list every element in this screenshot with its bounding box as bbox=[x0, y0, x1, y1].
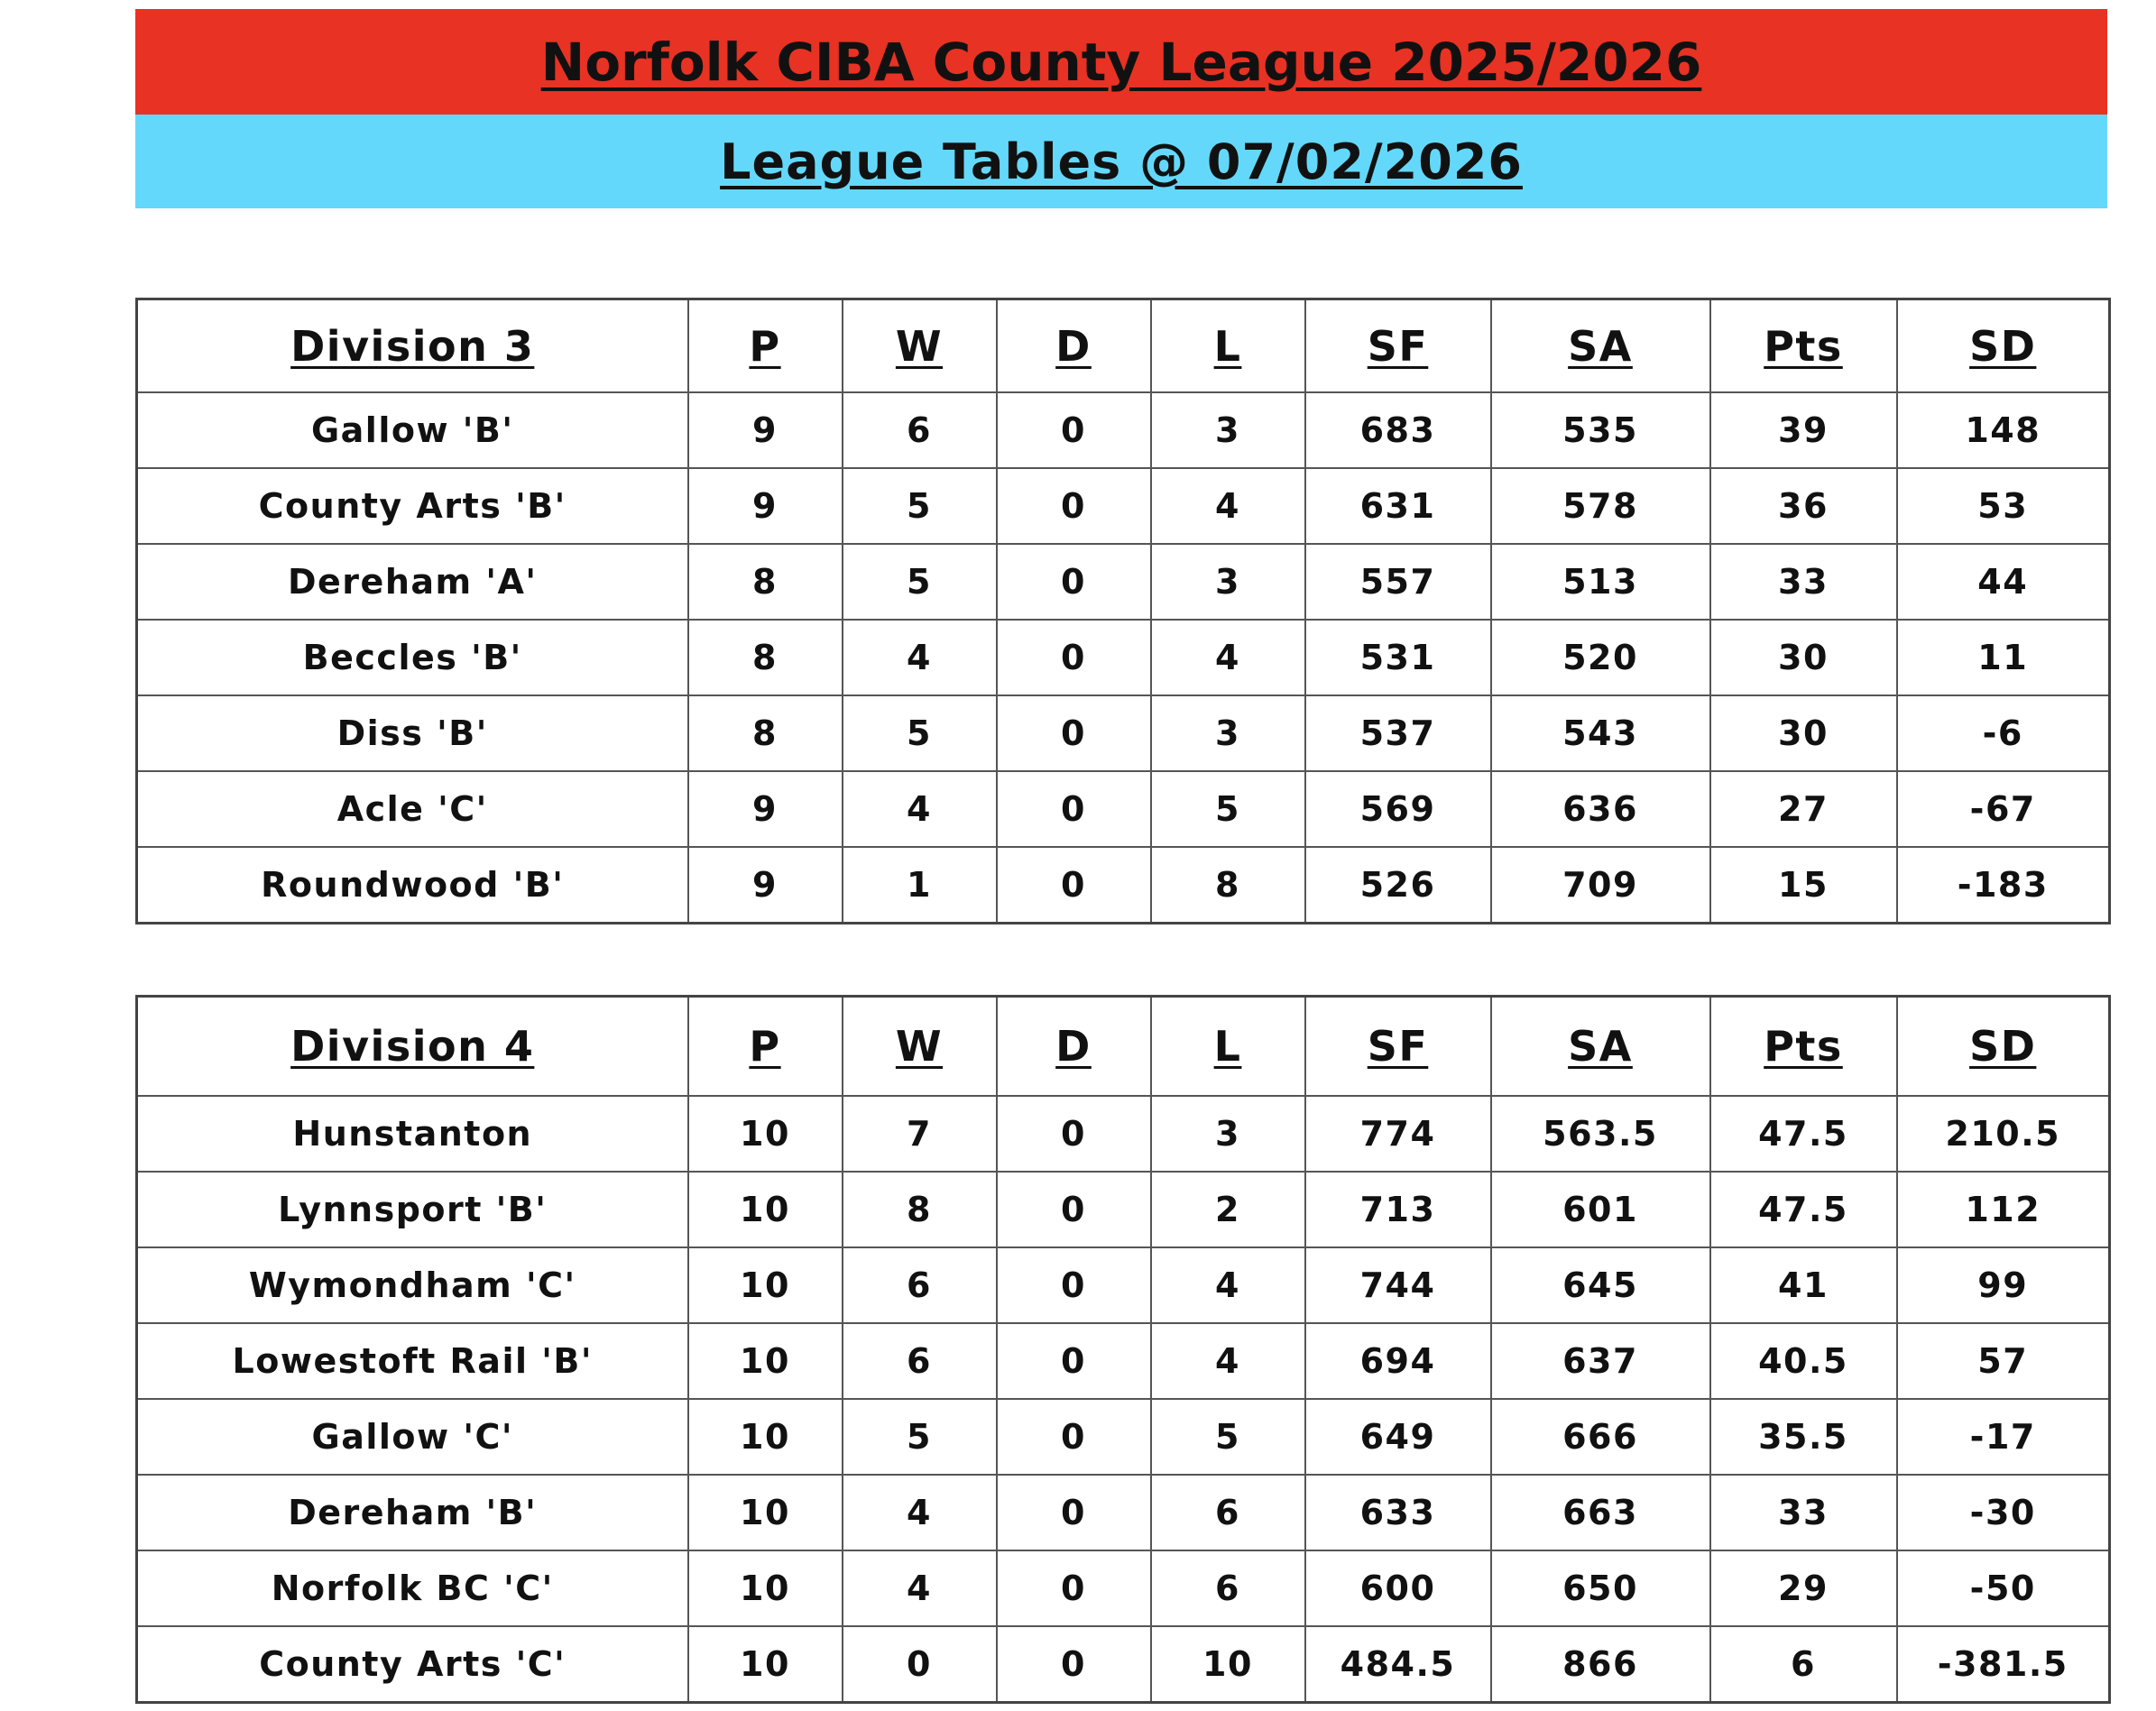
sa-cell: 650 bbox=[1491, 1550, 1710, 1626]
table-row bbox=[137, 468, 2110, 544]
team-name-cell: Lowestoft Rail 'B' bbox=[137, 1323, 688, 1399]
pts-cell: 41 bbox=[1710, 1247, 1897, 1323]
column-header-w: W bbox=[843, 299, 997, 393]
table-row bbox=[137, 1172, 2110, 1247]
l-cell: 2 bbox=[1151, 1172, 1305, 1247]
p-cell: 8 bbox=[688, 695, 843, 771]
d-cell: 0 bbox=[997, 771, 1151, 847]
d-cell: 0 bbox=[997, 1247, 1151, 1323]
w-cell: 8 bbox=[843, 1172, 997, 1247]
column-header-l: L bbox=[1151, 997, 1305, 1097]
column-header-l: L bbox=[1151, 299, 1305, 393]
d-cell: 0 bbox=[997, 544, 1151, 620]
sd-cell: 99 bbox=[1897, 1247, 2110, 1323]
table-row bbox=[137, 1247, 2110, 1323]
l-cell: 10 bbox=[1151, 1626, 1305, 1703]
sd-cell: 44 bbox=[1897, 544, 2110, 620]
p-cell: 10 bbox=[688, 1247, 843, 1323]
table-row bbox=[137, 847, 2110, 924]
w-cell: 4 bbox=[843, 620, 997, 695]
page-title: Norfolk CIBA County League 2025/2026 bbox=[540, 31, 1702, 93]
pts-cell: 33 bbox=[1710, 544, 1897, 620]
l-cell: 3 bbox=[1151, 695, 1305, 771]
title-banner bbox=[135, 9, 2107, 115]
sa-cell: 601 bbox=[1491, 1172, 1710, 1247]
pts-cell: 39 bbox=[1710, 392, 1897, 468]
sd-cell: -6 bbox=[1897, 695, 2110, 771]
sf-cell: 600 bbox=[1305, 1550, 1491, 1626]
table-row bbox=[137, 544, 2110, 620]
sf-cell: 744 bbox=[1305, 1247, 1491, 1323]
d-cell: 0 bbox=[997, 1096, 1151, 1172]
column-header-pts: Pts bbox=[1710, 997, 1897, 1097]
sf-cell: 537 bbox=[1305, 695, 1491, 771]
l-cell: 4 bbox=[1151, 1323, 1305, 1399]
team-name-cell: Norfolk BC 'C' bbox=[137, 1550, 688, 1626]
sf-cell: 557 bbox=[1305, 544, 1491, 620]
sa-cell: 578 bbox=[1491, 468, 1710, 544]
d-cell: 0 bbox=[997, 1626, 1151, 1703]
w-cell: 5 bbox=[843, 695, 997, 771]
column-header-sf: SF bbox=[1305, 299, 1491, 393]
table-row bbox=[137, 1475, 2110, 1550]
column-header-p: P bbox=[688, 997, 843, 1097]
sd-cell: -67 bbox=[1897, 771, 2110, 847]
column-header-d: D bbox=[997, 299, 1151, 393]
p-cell: 10 bbox=[688, 1475, 843, 1550]
table-row bbox=[137, 1096, 2110, 1172]
pts-cell: 6 bbox=[1710, 1626, 1897, 1703]
sa-cell: 636 bbox=[1491, 771, 1710, 847]
pts-cell: 36 bbox=[1710, 468, 1897, 544]
sf-cell: 631 bbox=[1305, 468, 1491, 544]
d-cell: 0 bbox=[997, 620, 1151, 695]
sf-cell: 713 bbox=[1305, 1172, 1491, 1247]
sf-cell: 683 bbox=[1305, 392, 1491, 468]
pts-cell: 30 bbox=[1710, 620, 1897, 695]
w-cell: 4 bbox=[843, 1550, 997, 1626]
sa-cell: 866 bbox=[1491, 1626, 1710, 1703]
l-cell: 3 bbox=[1151, 544, 1305, 620]
l-cell: 4 bbox=[1151, 620, 1305, 695]
p-cell: 10 bbox=[688, 1626, 843, 1703]
team-name-cell: County Arts 'C' bbox=[137, 1626, 688, 1703]
sa-cell: 645 bbox=[1491, 1247, 1710, 1323]
sf-cell: 649 bbox=[1305, 1399, 1491, 1475]
w-cell: 5 bbox=[843, 1399, 997, 1475]
column-header-sa: SA bbox=[1491, 997, 1710, 1097]
pts-cell: 29 bbox=[1710, 1550, 1897, 1626]
p-cell: 9 bbox=[688, 392, 843, 468]
column-header-w: W bbox=[843, 997, 997, 1097]
sa-cell: 563.5 bbox=[1491, 1096, 1710, 1172]
d-cell: 0 bbox=[997, 1475, 1151, 1550]
column-header-p: P bbox=[688, 299, 843, 393]
team-name-cell: Gallow 'B' bbox=[137, 392, 688, 468]
pts-cell: 40.5 bbox=[1710, 1323, 1897, 1399]
sd-cell: 210.5 bbox=[1897, 1096, 2110, 1172]
column-header-pts: Pts bbox=[1710, 299, 1897, 393]
team-name-cell: Dereham 'A' bbox=[137, 544, 688, 620]
sd-cell: -30 bbox=[1897, 1475, 2110, 1550]
d-cell: 0 bbox=[997, 847, 1151, 924]
p-cell: 8 bbox=[688, 620, 843, 695]
table-row bbox=[137, 771, 2110, 847]
w-cell: 1 bbox=[843, 847, 997, 924]
w-cell: 0 bbox=[843, 1626, 997, 1703]
sf-cell: 569 bbox=[1305, 771, 1491, 847]
w-cell: 7 bbox=[843, 1096, 997, 1172]
l-cell: 4 bbox=[1151, 1247, 1305, 1323]
sd-cell: 112 bbox=[1897, 1172, 2110, 1247]
p-cell: 9 bbox=[688, 847, 843, 924]
table-header-row bbox=[137, 997, 2110, 1097]
pts-cell: 47.5 bbox=[1710, 1172, 1897, 1247]
sa-cell: 543 bbox=[1491, 695, 1710, 771]
pts-cell: 27 bbox=[1710, 771, 1897, 847]
sd-cell: 53 bbox=[1897, 468, 2110, 544]
sa-cell: 535 bbox=[1491, 392, 1710, 468]
p-cell: 8 bbox=[688, 544, 843, 620]
subtitle-banner bbox=[135, 115, 2107, 208]
sd-cell: -17 bbox=[1897, 1399, 2110, 1475]
team-name-cell: Gallow 'C' bbox=[137, 1399, 688, 1475]
pts-cell: 30 bbox=[1710, 695, 1897, 771]
table-row bbox=[137, 620, 2110, 695]
sd-cell: -50 bbox=[1897, 1550, 2110, 1626]
sd-cell: 148 bbox=[1897, 392, 2110, 468]
l-cell: 8 bbox=[1151, 847, 1305, 924]
sa-cell: 666 bbox=[1491, 1399, 1710, 1475]
l-cell: 3 bbox=[1151, 392, 1305, 468]
d-cell: 0 bbox=[997, 468, 1151, 544]
p-cell: 10 bbox=[688, 1550, 843, 1626]
division-heading: Division 3 bbox=[137, 299, 688, 393]
d-cell: 0 bbox=[997, 1323, 1151, 1399]
sa-cell: 709 bbox=[1491, 847, 1710, 924]
d-cell: 0 bbox=[997, 1399, 1151, 1475]
pts-cell: 47.5 bbox=[1710, 1096, 1897, 1172]
team-name-cell: Wymondham 'C' bbox=[137, 1247, 688, 1323]
p-cell: 10 bbox=[688, 1172, 843, 1247]
d-cell: 0 bbox=[997, 695, 1151, 771]
p-cell: 10 bbox=[688, 1399, 843, 1475]
p-cell: 9 bbox=[688, 468, 843, 544]
w-cell: 4 bbox=[843, 1475, 997, 1550]
pts-cell: 35.5 bbox=[1710, 1399, 1897, 1475]
column-header-sa: SA bbox=[1491, 299, 1710, 393]
team-name-cell: Dereham 'B' bbox=[137, 1475, 688, 1550]
w-cell: 4 bbox=[843, 771, 997, 847]
l-cell: 4 bbox=[1151, 468, 1305, 544]
sd-cell: 57 bbox=[1897, 1323, 2110, 1399]
team-name-cell: Beccles 'B' bbox=[137, 620, 688, 695]
sa-cell: 513 bbox=[1491, 544, 1710, 620]
l-cell: 5 bbox=[1151, 1399, 1305, 1475]
sa-cell: 520 bbox=[1491, 620, 1710, 695]
l-cell: 5 bbox=[1151, 771, 1305, 847]
l-cell: 3 bbox=[1151, 1096, 1305, 1172]
w-cell: 6 bbox=[843, 1247, 997, 1323]
division-heading: Division 4 bbox=[137, 997, 688, 1097]
l-cell: 6 bbox=[1151, 1475, 1305, 1550]
p-cell: 10 bbox=[688, 1323, 843, 1399]
division-4-table bbox=[135, 995, 2111, 1704]
column-header-sd: SD bbox=[1897, 997, 2110, 1097]
w-cell: 5 bbox=[843, 468, 997, 544]
column-header-d: D bbox=[997, 997, 1151, 1097]
sd-cell: 11 bbox=[1897, 620, 2110, 695]
sf-cell: 526 bbox=[1305, 847, 1491, 924]
table-row bbox=[137, 1550, 2110, 1626]
sf-cell: 774 bbox=[1305, 1096, 1491, 1172]
column-header-sd: SD bbox=[1897, 299, 2110, 393]
sd-cell: -183 bbox=[1897, 847, 2110, 924]
sf-cell: 484.5 bbox=[1305, 1626, 1491, 1703]
team-name-cell: Acle 'C' bbox=[137, 771, 688, 847]
pts-cell: 15 bbox=[1710, 847, 1897, 924]
d-cell: 0 bbox=[997, 1172, 1151, 1247]
d-cell: 0 bbox=[997, 392, 1151, 468]
d-cell: 0 bbox=[997, 1550, 1151, 1626]
sd-cell: -381.5 bbox=[1897, 1626, 2110, 1703]
table-row bbox=[137, 1399, 2110, 1475]
sa-cell: 637 bbox=[1491, 1323, 1710, 1399]
sf-cell: 694 bbox=[1305, 1323, 1491, 1399]
p-cell: 10 bbox=[688, 1096, 843, 1172]
p-cell: 9 bbox=[688, 771, 843, 847]
team-name-cell: Hunstanton bbox=[137, 1096, 688, 1172]
pts-cell: 33 bbox=[1710, 1475, 1897, 1550]
table-row bbox=[137, 392, 2110, 468]
l-cell: 6 bbox=[1151, 1550, 1305, 1626]
team-name-cell: Roundwood 'B' bbox=[137, 847, 688, 924]
team-name-cell: Lynnsport 'B' bbox=[137, 1172, 688, 1247]
column-header-sf: SF bbox=[1305, 997, 1491, 1097]
sa-cell: 663 bbox=[1491, 1475, 1710, 1550]
w-cell: 6 bbox=[843, 392, 997, 468]
sf-cell: 531 bbox=[1305, 620, 1491, 695]
table-row bbox=[137, 695, 2110, 771]
w-cell: 6 bbox=[843, 1323, 997, 1399]
w-cell: 5 bbox=[843, 544, 997, 620]
team-name-cell: County Arts 'B' bbox=[137, 468, 688, 544]
page-subtitle: League Tables @ 07/02/2026 bbox=[720, 133, 1523, 190]
table-row bbox=[137, 1626, 2110, 1703]
division-3-table bbox=[135, 298, 2111, 924]
team-name-cell: Diss 'B' bbox=[137, 695, 688, 771]
table-row bbox=[137, 1323, 2110, 1399]
sf-cell: 633 bbox=[1305, 1475, 1491, 1550]
table-header-row bbox=[137, 299, 2110, 393]
